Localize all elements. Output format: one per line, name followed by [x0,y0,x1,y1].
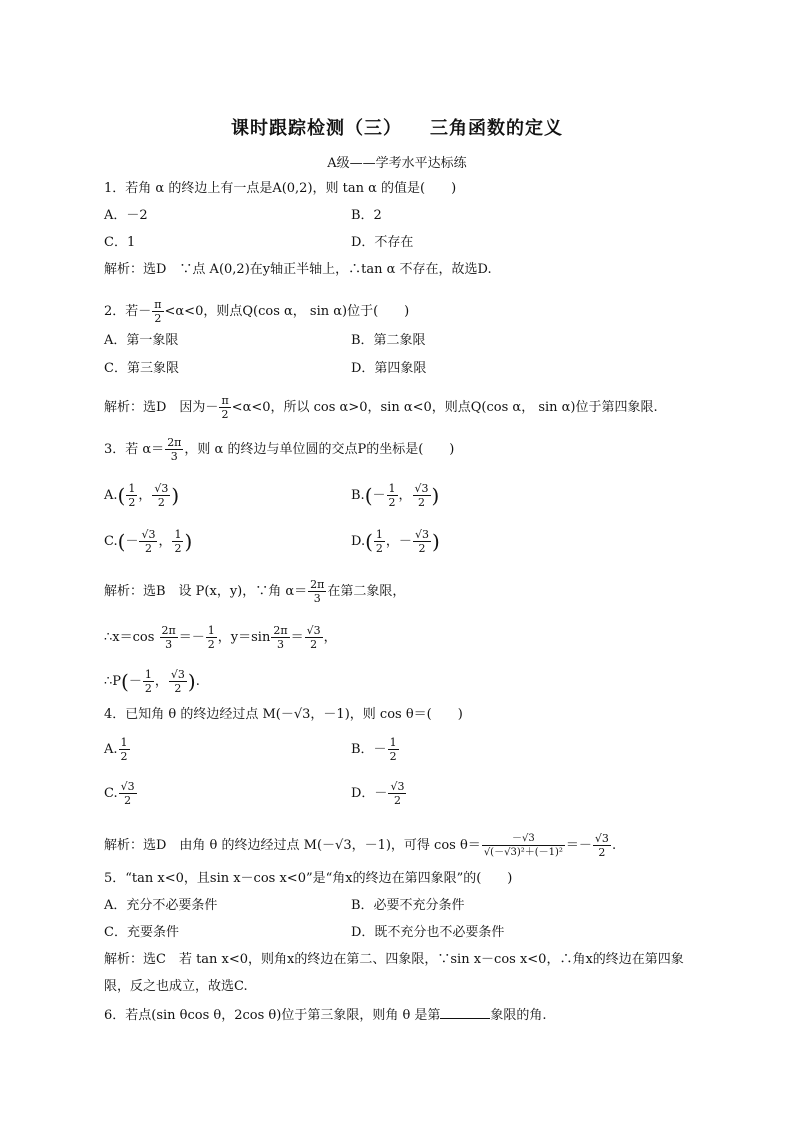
q3-stem: 3．若 α＝ $\frac{2\pi}{3}$ ，则 α 的终边与单位圆的交点P的坐标是( ) [104,436,455,463]
q5-solution-line1: 解析：选C 若 tan x<0，则角x的终边在第二、四象限，∵sin x－cos x<0，∴角x的终边在第四象 [104,952,684,967]
q1-option-b: B．2 [351,208,382,223]
q4-option-a: A. $\frac{1}{2}$ [104,736,128,763]
q2-option-a: A．第一象限 [104,333,179,348]
q4-option-d: D．－ $\frac{√3}{2}$ [351,780,405,807]
q5-stem: 5．“tan x<0，且sin x－cos x<0”是“角x的终边在第四象限”的( ) [104,871,513,886]
q2-fraction: $\frac{\pi}{2}$ [154,298,162,325]
q5-option-a: A．充分不必要条件 [104,898,218,913]
q4-option-c: C. $\frac{√3}{2}$ [104,780,135,807]
q1-stem: 1．若角 α 的终边上有一点是A(0,2)，则 tan α 的值是( ) [104,181,457,196]
page-title [0,114,794,140]
q5-option-d: D．既不充分也不必要条件 [351,925,505,940]
q4-solution: 解析：选D 由角 θ 的终边经过点 M(－√3，－1)，可得 cos θ＝ $\frac{-√3}{\text{√(－√3)²＋(－1)²}}$ ＝－ $\frac{√3}{2}$ . [104,832,617,859]
q1-option-d: D．不存在 [351,235,414,250]
title-main: 课时跟踪检测（三） [231,118,402,139]
title-topic: 三角函数的定义 [430,118,563,139]
q3-solution-line3: ∴P(－ $\frac{1}{2}$ ， $\frac{√3}{2}$ ). [104,668,200,695]
q5-option-c: C．充要条件 [104,925,179,940]
q2-solution: 解析：选D 因为－ $\frac{\pi}{2}$ <α<0，所以 cos α>0，sin α<0，则点Q(cos α， sin α)位于第四象限. [104,394,658,421]
q2-option-b: B．第二象限 [351,333,426,348]
q4-stem: 4．已知角 θ 的终边经过点 M(－√3，－1)，则 cos θ＝( ) [104,707,463,722]
q2-stem: 2．若－ $\frac{\pi}{2}$ <α<0，则点Q(cos α， sin α)位于( ) [104,298,410,325]
q3-solution-line1: 解析：选B 设 P(x，y)，∵角 α＝ $\frac{2\pi}{3}$ 在第二象限， [104,578,406,605]
q3-fraction: $\frac{2\pi}{3}$ [167,436,182,463]
q2-option-d: D．第四象限 [351,361,427,376]
q4-option-b: B．－ $\frac{1}{2}$ [351,736,397,763]
q3-option-a: A.( $\frac{1}{2}$ ， $\frac{√3}{2}$ ) [104,482,180,509]
q3-option-b: B.(－ $\frac{1}{2}$ ， $\frac{√3}{2}$ ) [351,482,440,509]
q1-solution: 解析：选D ∵点 A(0,2)在y轴正半轴上，∴tan α 不存在，故选D. [104,262,492,277]
q5-solution-line2: 限，反之也成立，故选C. [104,979,248,994]
q3-solution-line2: ∴x＝cos $\frac{2\pi}{3}$ ＝－ $\frac{1}{2}$ ，y＝sin $\frac{2\pi}{3}$ ＝ $\frac{√3}{2}$ ， [104,624,337,651]
q1-option-c: C．1 [104,235,136,250]
section-subtitle: A级——学考水平达标练 [327,156,467,171]
q1-option-a: A．－2 [104,208,148,223]
q2-sol-fraction: $\frac{\pi}{2}$ [221,394,229,421]
q5-option-b: B．必要不充分条件 [351,898,465,913]
q6-answer-blank[interactable] [440,1006,490,1019]
q3-option-d: D.( $\frac{1}{2}$ ，－ $\frac{√3}{2}$ ) [351,528,440,555]
q6-stem: 6．若点(sin θcos θ，2cos θ)位于第三象限，则角 θ 是第 象限的角. [104,1008,547,1023]
q3-option-c: C.(－ $\frac{√3}{2}$ ， $\frac{1}{2}$ ) [104,528,193,555]
q2-option-c: C．第三象限 [104,361,179,376]
